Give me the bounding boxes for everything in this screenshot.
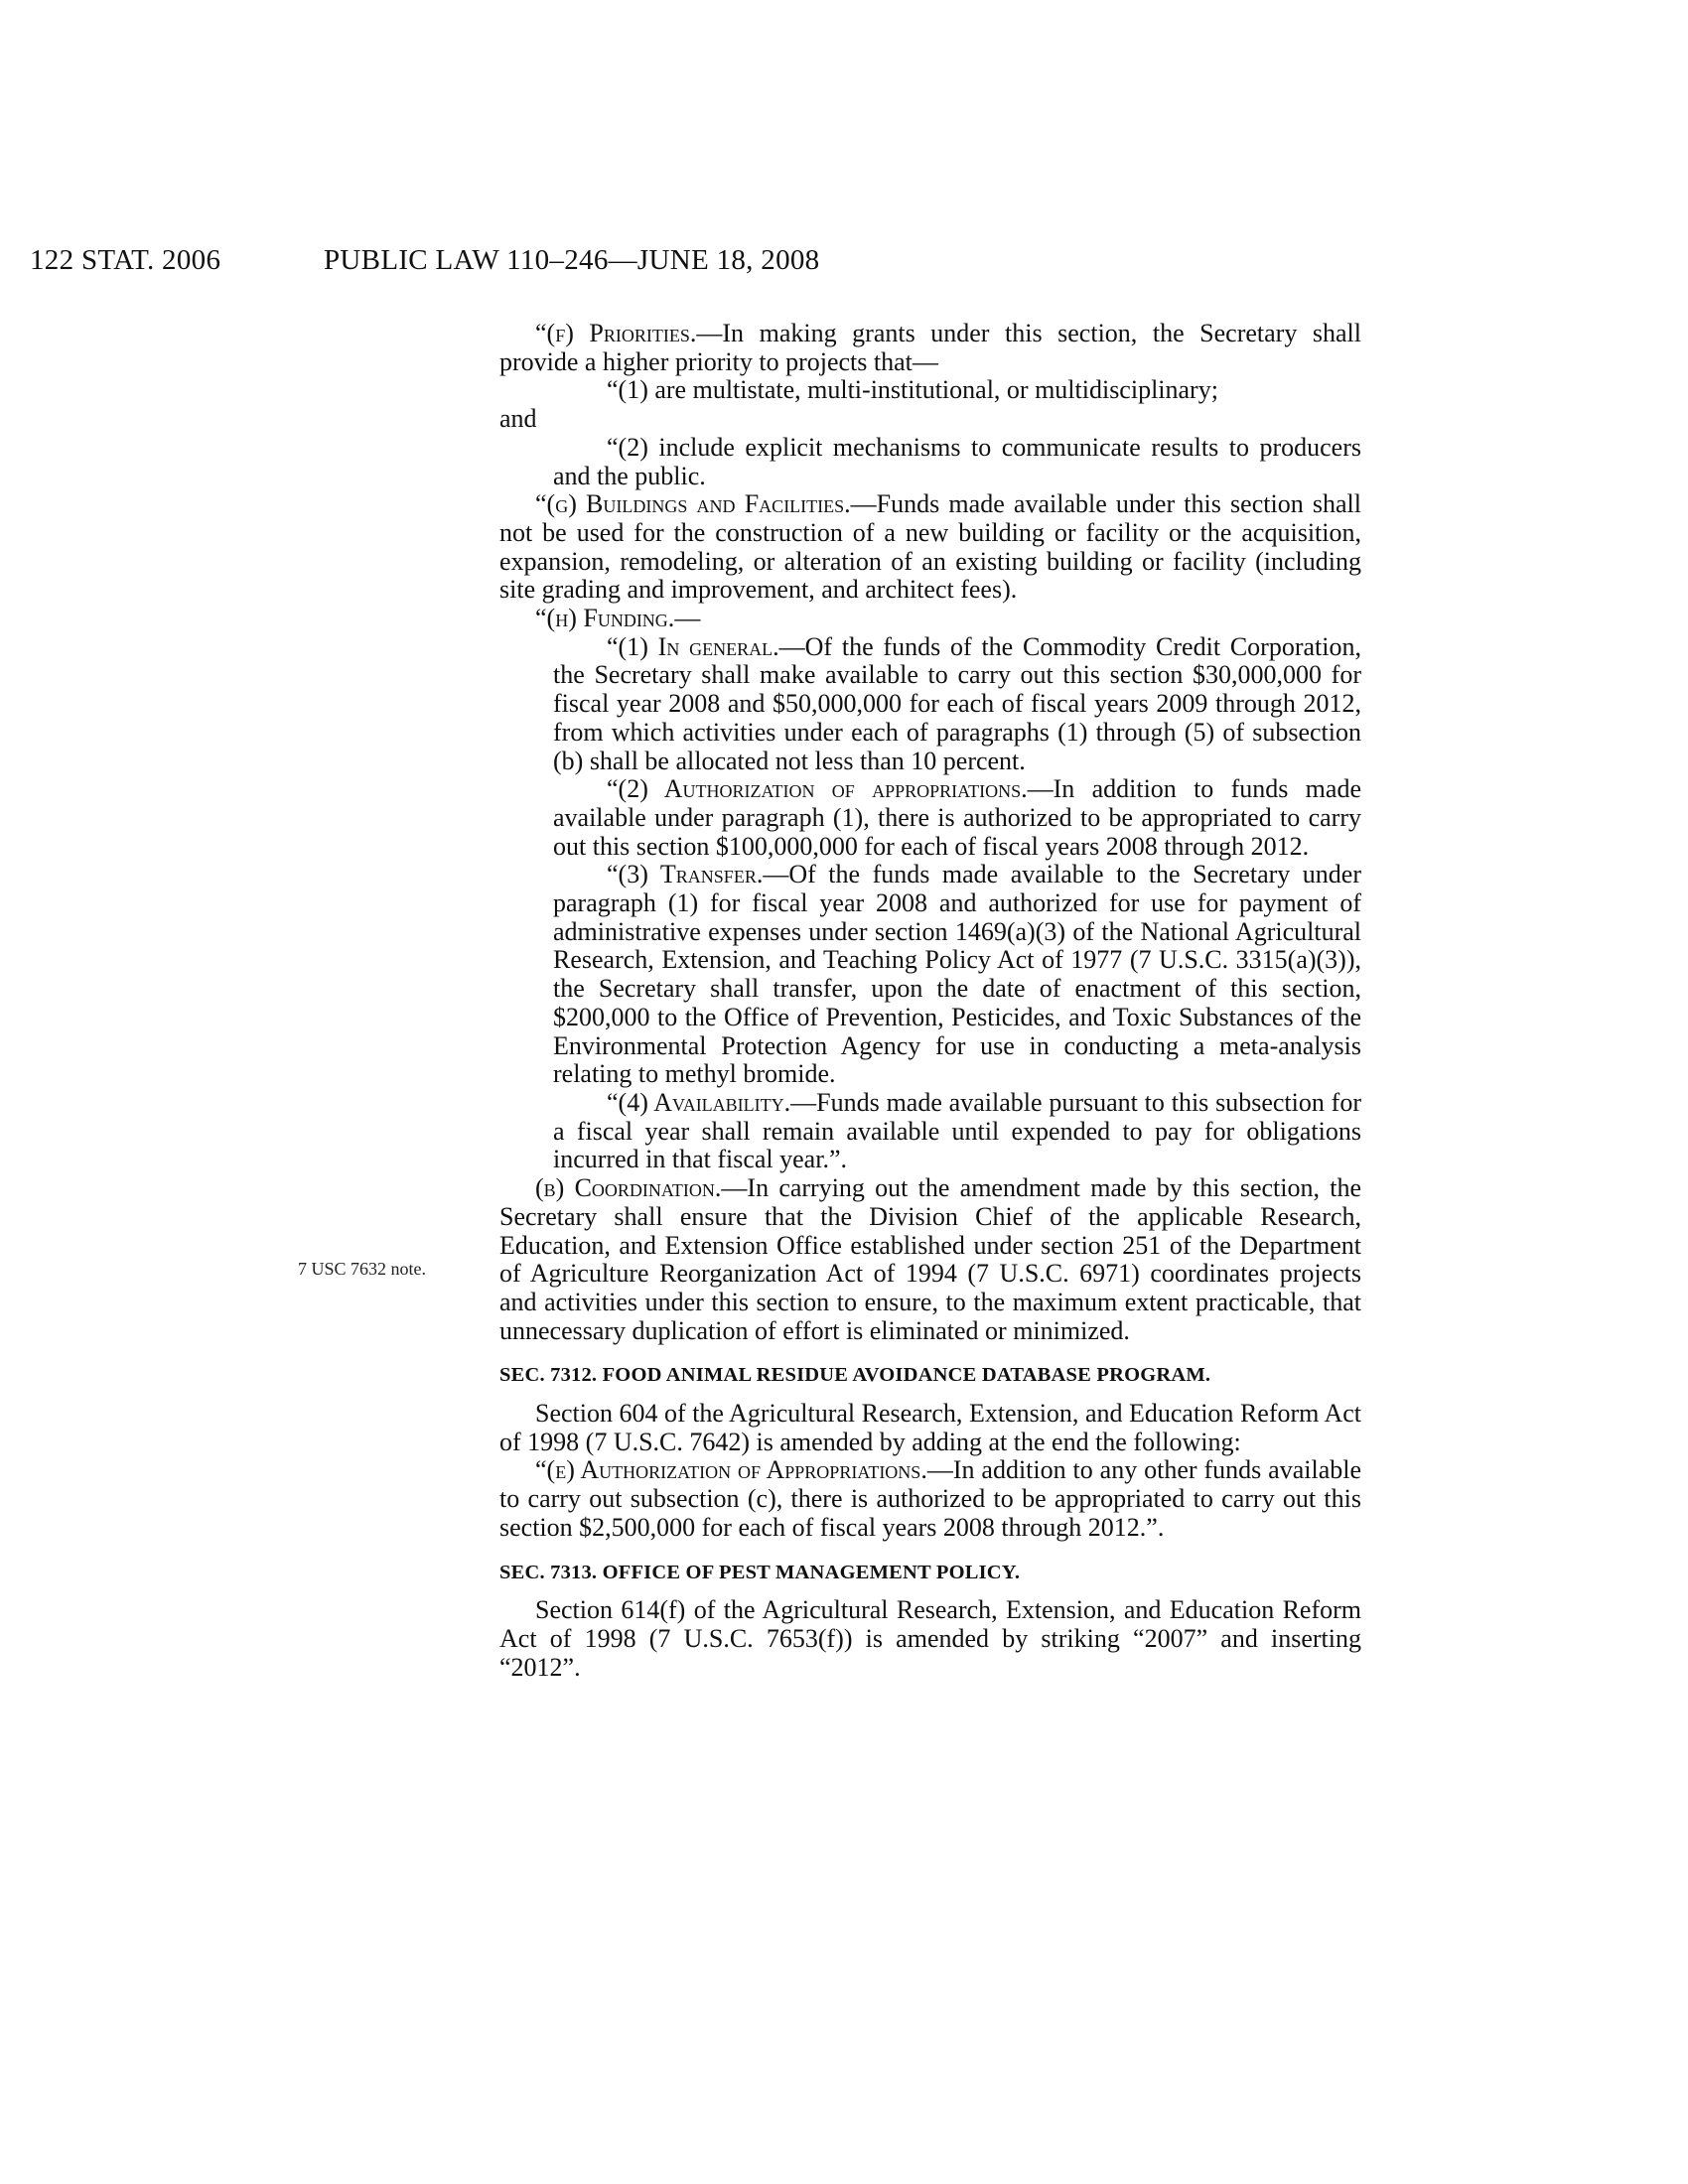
paragraph-f1-continuation: and — [499, 404, 537, 434]
paragraph-h1-heading: “(1) In general. — [607, 631, 779, 661]
law-title: PUBLIC LAW 110–246—JUNE 18, 2008 — [324, 244, 820, 276]
document-body — [499, 320, 1361, 1682]
page-header — [30, 244, 1221, 284]
subsection-h-text: — — [674, 604, 701, 633]
subsection-f-text: —In making grants under this section, the Secretary shall provide a higher priority to projects that— — [499, 319, 1362, 376]
subsection-f — [499, 320, 1361, 376]
subsection-b — [499, 1174, 1361, 1345]
section-7313-heading: SEC. 7313. OFFICE OF PEST MANAGEMENT POLICY. — [499, 1561, 1021, 1583]
subsection-e — [499, 1456, 1361, 1542]
subsection-h — [499, 605, 1361, 633]
paragraph-h4-text: —Funds made available pursuant to this subsection for a fiscal year shall remain available until expended to pay for obligations incurred in that fiscal year.”. — [553, 1087, 1361, 1174]
subsection-b-text: —In carrying out the amendment made by this section, the Secretary shall ensure that the Division Chief of the applicable Research, Education, and Extension Office established under section 251 of the Department of Agriculture Reorganization Act of 1994 (7 U.S.C. 6971) coordinates projects and activities under this section to ensure, to the maximum extent practicable, that unnecessary duplication of effort is eliminated or minimized. — [499, 1173, 1361, 1345]
section-7313-text: Section 614(f) of the Agricultural Research, Extension, and Education Reform Act of 1998 (7 U.S.C. 7653(f)) is amended by striking “2007” and inserting “2012”. — [499, 1595, 1361, 1682]
paragraph-h4-heading: “(4) Availability. — [607, 1087, 791, 1117]
subsection-g-text: —Funds made available under this section shall not be used for the construction of a new building or facility or the acquisition, expansion, remodeling, or alteration of an existing building or facility (including site grading and improvement, and architect fees). — [499, 489, 1361, 605]
paragraph-h2 — [499, 775, 1361, 861]
paragraph-h1-text: —Of the funds of the Commodity Credit Corporation, the Secretary shall make available to carry out this section $30,000,000 for fiscal year 2008 and $50,000,000 for each of fiscal years 2009 through 2012, from which activities under each of paragraphs (1) through (5) of subsection (b) shall be allocated not less than 10 percent. — [553, 631, 1361, 775]
subsection-b-heading: (b) Coordination. — [535, 1173, 722, 1203]
paragraph-h4 — [499, 1089, 1361, 1174]
paragraph-f2: “(2) include explicit mechanisms to communicate results to producers and the public. — [553, 432, 1361, 490]
paragraph-h3-text: —Of the funds made available to the Secretary under paragraph (1) for fiscal year 2008 and authorized for use for payment of administrative expenses under section 1469(a)(3) of the National Agricultural Research, Extension, and Teaching Policy Act of 1977 (7 U.S.C. 3315(a)(3)), the Secretary shall transfer, upon the date of enactment of this section, $200,000 to the Office of Prevention, Pesticides, and Toxic Substances of the Environmental Protection Agency for use in conducting a meta-analysis relating to methyl bromide. — [553, 860, 1361, 1089]
paragraph-h3-heading: “(3) Transfer. — [607, 860, 764, 889]
paragraph-h2-heading: “(2) Authorization of appropriations. — [607, 774, 1028, 804]
paragraph-h2-text: —In addition to funds made available under paragraph (1), there is authorized to be appropriated to carry out this section $100,000,000 for each of fiscal years 2008 through 2012. — [553, 774, 1361, 861]
section-7312-heading: SEC. 7312. FOOD ANIMAL RESIDUE AVOIDANCE DATABASE PROGRAM. — [499, 1364, 1211, 1387]
section-7312-text: Section 604 of the Agricultural Research, Extension, and Education Reform Act of 1998 (7 U.S.C. 7642) is amended by adding at the end the following: — [499, 1399, 1361, 1456]
paragraph-f1: “(1) are multistate, multi-institutional, or multidisciplinary; — [607, 375, 1218, 405]
subsection-g-heading: “(g) Buildings and Facilities. — [535, 489, 851, 519]
subsection-f-heading: “(f) Priorities. — [535, 319, 697, 347]
stat-reference: 122 STAT. 2006 — [30, 244, 221, 276]
subsection-h-heading: “(h) Funding. — [535, 604, 675, 633]
paragraph-h3 — [499, 861, 1361, 1089]
subsection-e-heading: “(e) Authorization of Appropriations. — [535, 1455, 927, 1485]
paragraph-h1 — [499, 633, 1361, 776]
subsection-e-text: —In addition to any other funds available to carry out subsection (c), there is authorized to be appropriated to carry out this section $2,500,000 for each of fiscal years 2008 through 2012.”. — [499, 1455, 1362, 1542]
margin-note: 7 USC 7632 note. — [298, 1259, 427, 1279]
subsection-g — [499, 490, 1361, 605]
